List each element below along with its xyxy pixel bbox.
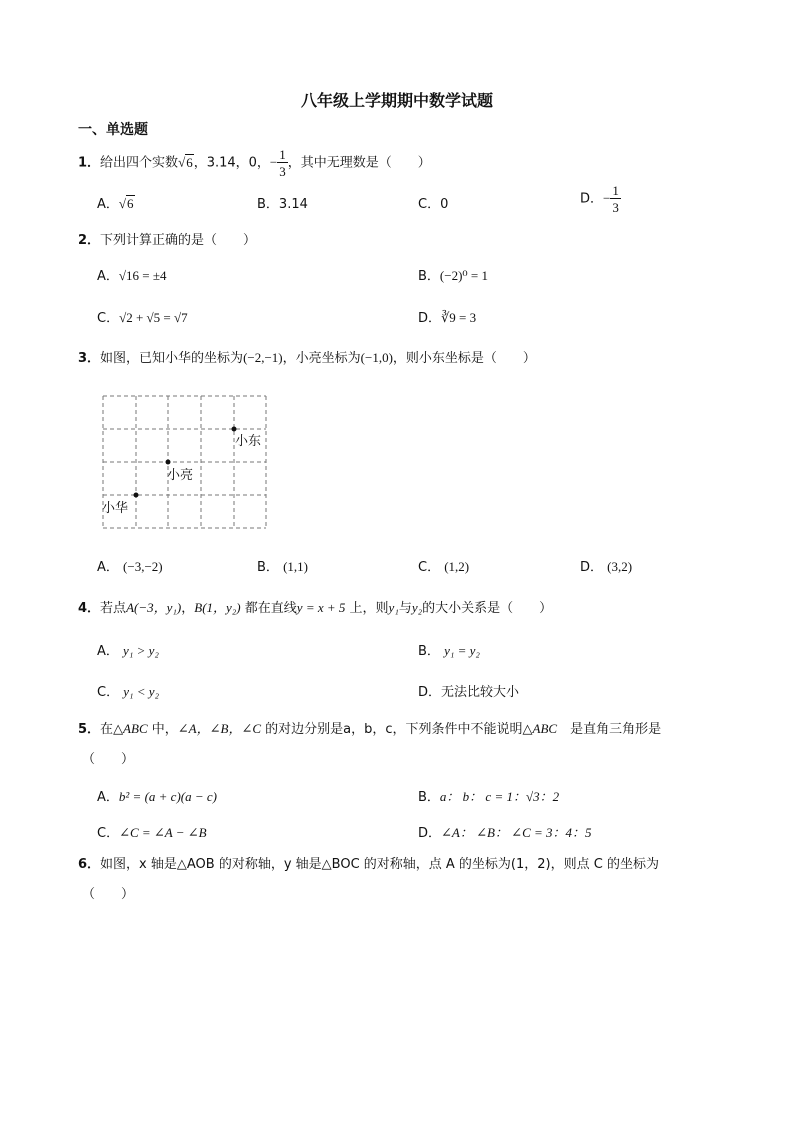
option-d: D．∠A： ∠B： ∠C = 3：4：5 (418, 825, 592, 841)
point-dong (232, 427, 237, 432)
question-number: 1． (78, 155, 101, 171)
option-a: A．√6 (97, 196, 134, 212)
label-dong: 小东 (235, 434, 262, 449)
option-d: D．无法比较大小 (418, 685, 520, 700)
option-b: B．(−2)⁰ = 1 (418, 268, 488, 284)
section-heading: 一、单选题 (78, 122, 148, 138)
option-c: C．√2 + √5 = √7 (97, 310, 188, 326)
option-c: C．∠C = ∠A − ∠B (97, 825, 207, 841)
question-5-blank: （ ） (82, 752, 135, 767)
sqrt-expression: √6 (178, 154, 193, 170)
question-3-stem: 3．如图，已知小华的坐标为(−2,−1)，小亮坐标为(−1,0)，则小东坐标是（ ） (78, 350, 536, 366)
stem-text: ，3.14，0， (193, 155, 270, 171)
question-4-stem: 4．若点A(−3，y₁)，B(1，y₂) 都在直线y = x + 5 上，则y₁与y₂的大小关系是（ ） (78, 600, 553, 616)
option-c: C． y₁ < y₂ (97, 684, 160, 700)
question-6-blank: （ ） (82, 887, 135, 902)
option-b: B．3.14 (257, 197, 308, 212)
question-2-stem: 2．下列计算正确的是（ ） (78, 233, 257, 248)
point-liang (166, 460, 171, 465)
fraction: $\frac{1}{3}$ (279, 147, 286, 179)
question-1-stem: 1．给出四个实数√6，3.14，0，− $\frac{1}{3}$ ，其中无理数是（ ） (78, 147, 431, 179)
option-a: A．b² = (a + c)(a − c) (97, 789, 217, 805)
option-b: B． (1,1) (257, 559, 308, 575)
option-a: A．√16 = ±4 (97, 268, 167, 284)
option-a: A． y₁ > y₂ (97, 643, 159, 659)
label-hua: 小华 (102, 501, 129, 516)
point-hua (134, 493, 139, 498)
option-b: B．a： b： c = 1：√3：2 (418, 789, 560, 805)
coordinate-grid-figure (96, 388, 276, 533)
option-b: B． y₁ = y₂ (418, 643, 480, 659)
option-d: D．∛9 = 3 (418, 310, 477, 326)
stem-text: 给出四个实数 (100, 155, 179, 171)
page-title: 八年级上学期期中数学试题 (300, 91, 493, 110)
option-a: A． (−3,−2) (97, 559, 163, 575)
stem-text: ，其中无理数是（ ） (287, 155, 431, 171)
label-liang: 小亮 (167, 468, 194, 483)
option-d: D． (3,2) (580, 559, 633, 575)
option-c: C．0 (418, 197, 449, 212)
question-6-stem: 6．如图，x 轴是△AOB 的对称轴，y 轴是△BOC 的对称轴，点 A 的坐标为(1，2)，则点 C 的坐标为 (78, 857, 659, 872)
option-d: D．− $\frac{1}{3}$ (580, 183, 619, 215)
question-5-stem: 5．在△ABC 中，∠A，∠B，∠C 的对边分别是a，b，c，下列条件中不能说明△ABC 是直角三角形是 (78, 721, 662, 737)
option-c: C． (1,2) (418, 559, 470, 575)
